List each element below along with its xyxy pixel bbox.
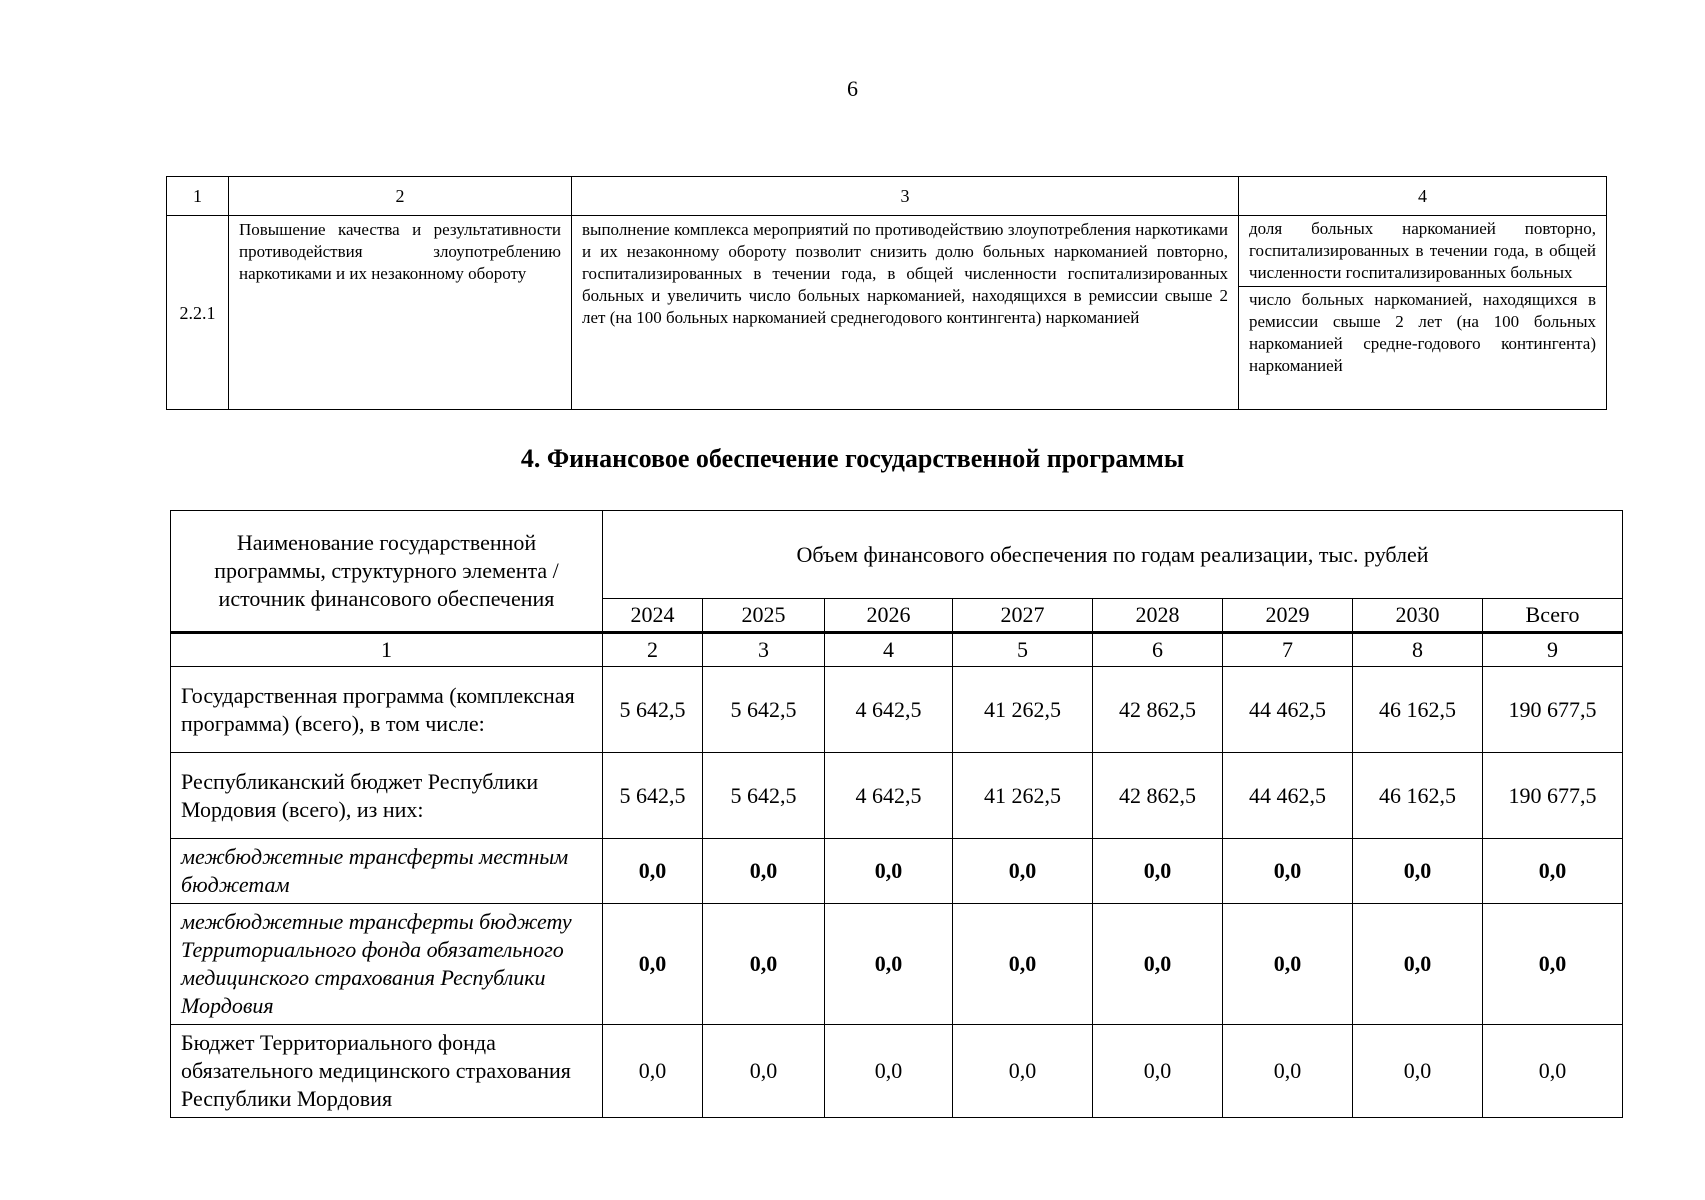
value-cell: 0,0 <box>703 839 825 904</box>
value-cell: 0,0 <box>1223 1025 1353 1118</box>
value-cell: 0,0 <box>825 1025 953 1118</box>
value-cell: 0,0 <box>1483 1025 1623 1118</box>
value-cell: 0,0 <box>1353 904 1483 1025</box>
year-2027: 2027 <box>953 599 1093 633</box>
value-cell: 0,0 <box>603 904 703 1025</box>
row-task: Повышение качества и результативности противодействия злоупотреблению наркотиками и их незаконному обороту <box>229 216 572 410</box>
header-col-3: 3 <box>572 177 1239 216</box>
value-cell: 4 642,5 <box>825 667 953 753</box>
indicator-1: доля больных наркоманией повторно, госпитализированных в течении года, в общей численности госпитализированных больных <box>1239 216 1606 287</box>
col-number: 5 <box>953 633 1093 667</box>
measures-table-row <box>167 216 1607 410</box>
indicator-2: число больных наркоманией, находящихся в ремиссии свыше 2 лет (на 100 больных наркоманией средне-годового контингента) наркоманией <box>1249 290 1596 375</box>
value-cell: 0,0 <box>1223 904 1353 1025</box>
value-cell: 0,0 <box>703 904 825 1025</box>
row-name: Бюджет Территориального фонда обязательного медицинского страхования Республики Мордовия <box>171 1025 603 1118</box>
value-cell: 44 462,5 <box>1223 753 1353 839</box>
value-cell: 0,0 <box>953 1025 1093 1118</box>
value-cell: 0,0 <box>953 904 1093 1025</box>
table-row <box>171 839 1623 904</box>
value-cell: 5 642,5 <box>703 753 825 839</box>
measures-table-header <box>167 177 1607 216</box>
name-column-header: Наименование государственной программы, структурного элемента / источник финансового обеспечения <box>171 511 603 633</box>
value-cell: 0,0 <box>1483 839 1623 904</box>
value-cell: 0,0 <box>1093 1025 1223 1118</box>
row-name: Государственная программа (комплексная программа) (всего), в том числе: <box>171 667 603 753</box>
row-name: Республиканский бюджет Республики Мордовия (всего), из них: <box>171 753 603 839</box>
row-indicators <box>1239 216 1607 410</box>
table-row <box>171 667 1623 753</box>
header-col-4: 4 <box>1239 177 1607 216</box>
volume-header: Объем финансового обеспечения по годам реализации, тыс. рублей <box>603 511 1623 599</box>
table-row <box>171 753 1623 839</box>
value-cell: 0,0 <box>1483 904 1623 1025</box>
value-cell: 0,0 <box>1093 904 1223 1025</box>
row-code: 2.2.1 <box>167 216 229 410</box>
value-cell: 0,0 <box>1093 839 1223 904</box>
row-name: межбюджетные трансферты бюджету Территориального фонда обязательного медицинского страхования Республики Мордовия <box>171 904 603 1025</box>
value-cell: 42 862,5 <box>1093 753 1223 839</box>
col-number: 4 <box>825 633 953 667</box>
section-title: 4. Финансовое обеспечение государственной программы <box>520 444 1185 473</box>
value-cell: 5 642,5 <box>603 753 703 839</box>
value-cell: 46 162,5 <box>1353 667 1483 753</box>
value-cell: 46 162,5 <box>1353 753 1483 839</box>
value-cell: 0,0 <box>825 839 953 904</box>
value-cell: 0,0 <box>1353 1025 1483 1118</box>
col-number: 2 <box>603 633 703 667</box>
table-row <box>171 904 1623 1025</box>
year-2029: 2029 <box>1223 599 1353 633</box>
col-number: 6 <box>1093 633 1223 667</box>
year-2024: 2024 <box>603 599 703 633</box>
year-2025: 2025 <box>703 599 825 633</box>
year-total: Всего <box>1483 599 1623 633</box>
value-cell: 190 677,5 <box>1483 667 1623 753</box>
value-cell: 0,0 <box>603 839 703 904</box>
value-cell: 5 642,5 <box>603 667 703 753</box>
financing-table <box>170 510 1623 1118</box>
header-col-2: 2 <box>229 177 572 216</box>
measures-table <box>166 176 1607 410</box>
col-number: 1 <box>171 633 603 667</box>
value-cell: 0,0 <box>953 839 1093 904</box>
page-number: 6 <box>847 76 858 101</box>
value-cell: 0,0 <box>825 904 953 1025</box>
col-number: 3 <box>703 633 825 667</box>
row-name: межбюджетные трансферты местным бюджетам <box>171 839 603 904</box>
value-cell: 41 262,5 <box>953 667 1093 753</box>
year-2030: 2030 <box>1353 599 1483 633</box>
value-cell: 0,0 <box>603 1025 703 1118</box>
year-2028: 2028 <box>1093 599 1223 633</box>
financing-numbers-row <box>171 633 1623 667</box>
col-number: 9 <box>1483 633 1623 667</box>
value-cell: 41 262,5 <box>953 753 1093 839</box>
table-row <box>171 1025 1623 1118</box>
value-cell: 190 677,5 <box>1483 753 1623 839</box>
value-cell: 0,0 <box>703 1025 825 1118</box>
header-col-1: 1 <box>167 177 229 216</box>
value-cell: 42 862,5 <box>1093 667 1223 753</box>
year-2026: 2026 <box>825 599 953 633</box>
value-cell: 0,0 <box>1353 839 1483 904</box>
row-effect: выполнение комплекса мероприятий по противодействию злоупотребления наркотиками и их незаконному обороту позволит снизить долю больных наркоманией повторно, госпитализированных в течении года, в общей численности госпитализированных больных и увеличить число больных наркоманией, находящихся в ремиссии свыше 2 лет (на 100 больных наркоманией среднегодового контингента) наркоманией <box>572 216 1239 410</box>
col-number: 7 <box>1223 633 1353 667</box>
value-cell: 4 642,5 <box>825 753 953 839</box>
value-cell: 44 462,5 <box>1223 667 1353 753</box>
value-cell: 0,0 <box>1223 839 1353 904</box>
financing-header-row-1 <box>171 511 1623 599</box>
value-cell: 5 642,5 <box>703 667 825 753</box>
col-number: 8 <box>1353 633 1483 667</box>
